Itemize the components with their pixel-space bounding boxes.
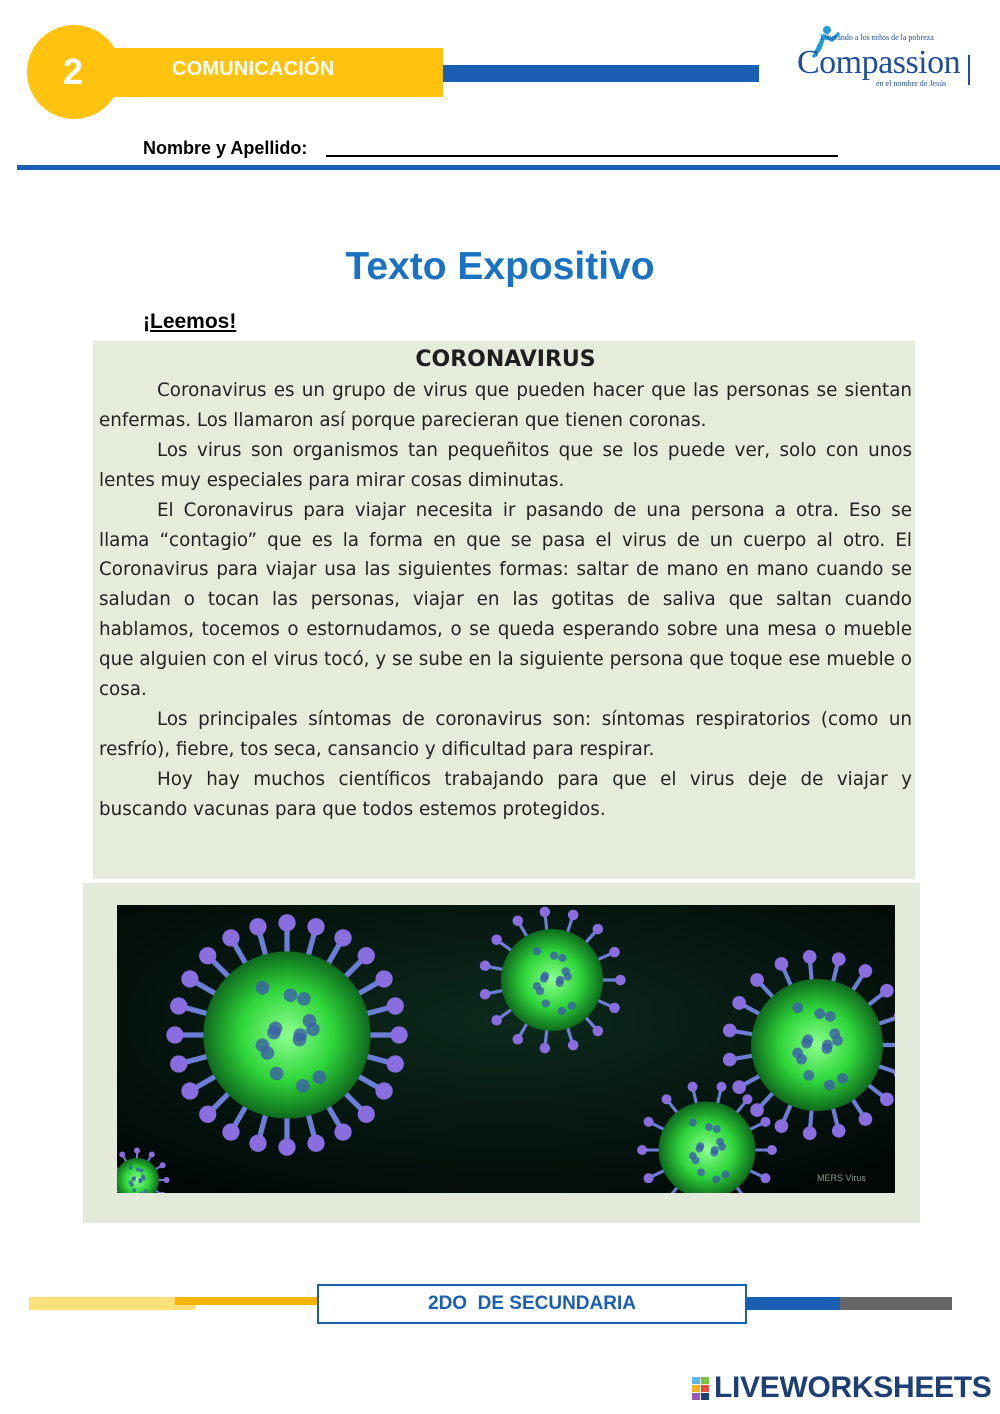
- logo-tagline-bottom: en el nombre de Jesús: [876, 79, 947, 88]
- reading-box: [93, 341, 915, 879]
- coronavirus-image: [117, 905, 895, 1193]
- logo-divider: [968, 55, 970, 85]
- footer-bar-gray: [840, 1297, 952, 1310]
- liveworksheets-wordmark: LIVEWORKSHEETS: [714, 1371, 992, 1404]
- name-label: Nombre y Apellido:: [143, 138, 308, 158]
- header-blue-bar: [443, 65, 759, 82]
- page-title: Texto Expositivo: [345, 245, 655, 288]
- unit-badge: [27, 25, 121, 119]
- name-field[interactable]: [326, 155, 838, 157]
- reading-paragraph: Coronavirus es un grupo de virus que pueden hacer que las personas se sientan enfermas. Los llamaron así porque parecieran que tienen coronas.: [99, 380, 912, 431]
- reading-paragraph: Los virus son organismos tan pequeñitos que se los puede ver, solo con unos lentes muy especiales para mirar cosas diminutas.: [99, 439, 912, 491]
- subject-label: COMUNICACIÓN: [172, 58, 335, 80]
- logo-tagline-top: Liberando a los niños de la pobreza: [820, 33, 934, 42]
- grade-label: 2DO DE SECUNDARIA: [428, 1293, 636, 1314]
- footer-bar-light-yellow: [29, 1297, 195, 1310]
- image-caption: MERS Virus: [817, 1173, 866, 1183]
- liveworksheets-icon: [692, 1377, 710, 1401]
- logo-wordmark: Compassion: [797, 44, 961, 81]
- grade-box: [317, 1284, 747, 1324]
- reading-title: CORONAVIRUS: [415, 347, 596, 372]
- unit-number: 2: [62, 51, 84, 92]
- reading-paragraph: Hoy hay muchos científicos trabajando para que el virus deje de viajar y buscando vacunas para que todos estemos protegidos.: [99, 768, 912, 820]
- virus-particle: [166, 914, 407, 1155]
- section-subtitle: ¡Leemos!: [143, 310, 237, 333]
- reading-paragraph: Los principales síntomas de coronavirus son: síntomas respiratorios (como un resfrío), fiebre, tos seca, cansancio y dificultad para respirar.: [99, 708, 912, 760]
- header-divider: [17, 165, 1000, 170]
- footer-bar-blue: [745, 1297, 841, 1310]
- reading-body: [99, 376, 912, 825]
- reading-paragraph: El Coronavirus para viajar necesita ir pasando de una persona a otra. Eso se llama “contagio” que es la forma en que se pasa el virus de un cuerpo al otro. El Coronavirus para viajar usa las siguientes formas: saltar de mano en mano cuando se saludan o tocan las personas, viajar en las gotitas de saliva que saltan cuando hablamos, tocemos o estornudamos, o se queda esperando sobre una mesa o mueble que alguien con el virus tocó, y se sube en la siguiente persona que toque ese mueble o cosa.: [99, 499, 912, 701]
- footer-bar-yellow: [175, 1297, 320, 1305]
